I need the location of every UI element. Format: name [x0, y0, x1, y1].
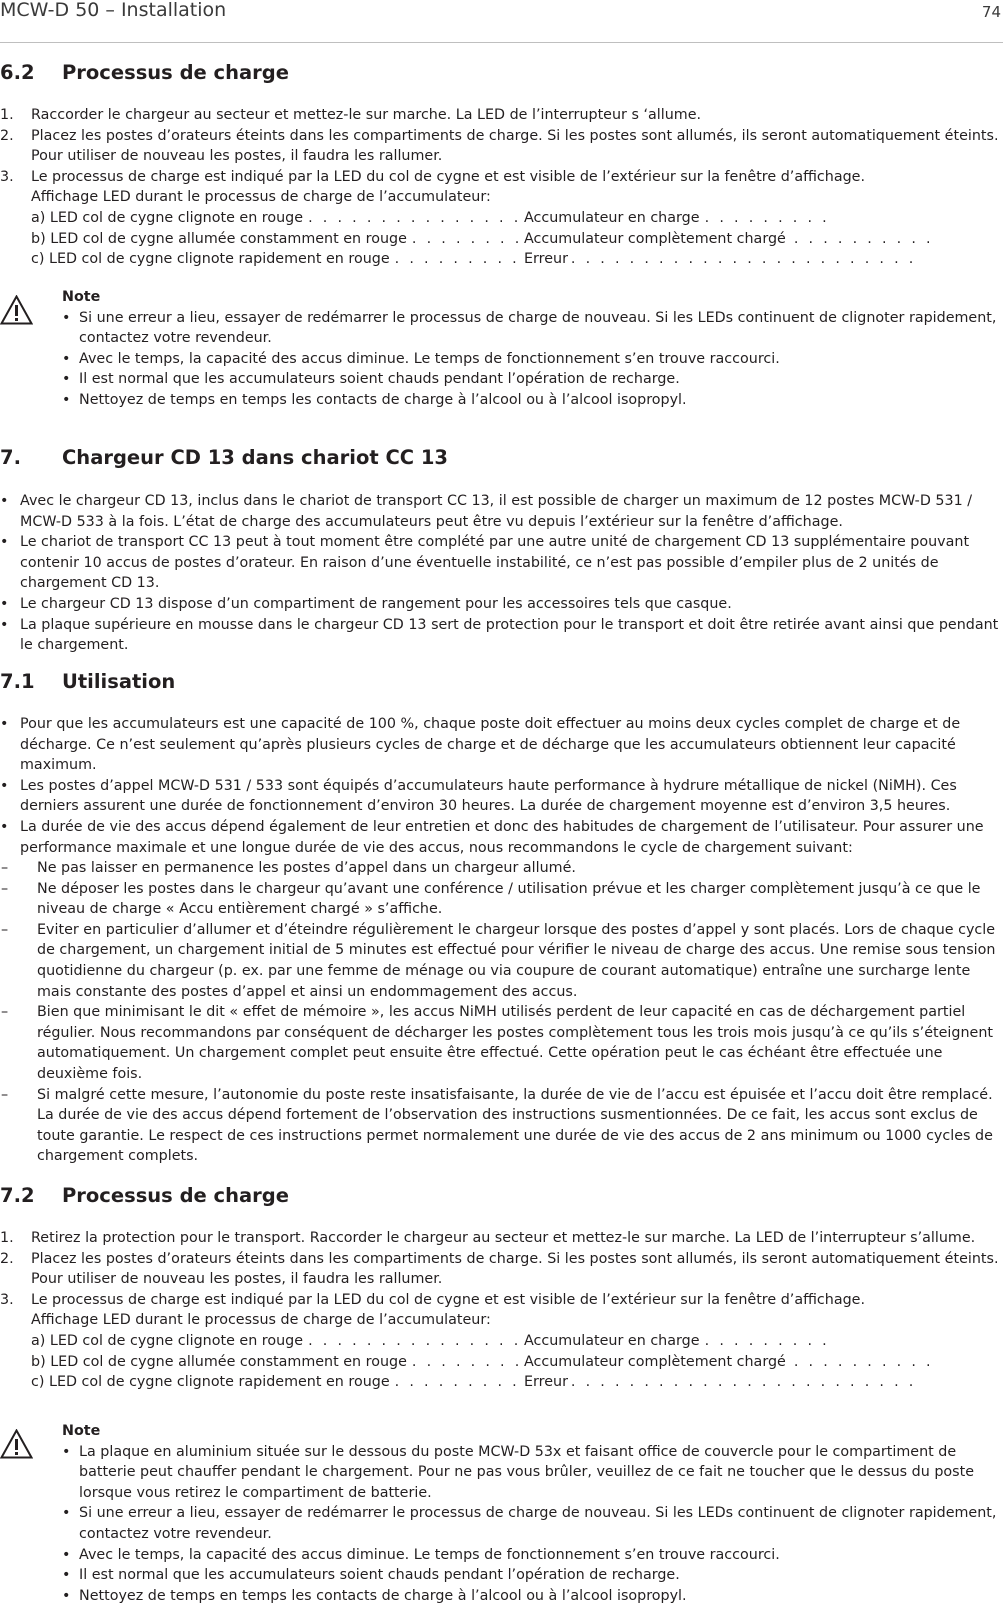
list-item: • Avec le temps, la capacité des accus diminue. Le temps de fonctionnement s’en trouve raccourci.: [62, 350, 780, 367]
led-row: c) LED col de cygne clignote rapidement en rouge . . . Erreur: [31, 249, 1001, 270]
list-item: 2. Placez les postes d’orateurs éteints dans les compartiments de charge. Si les postes sont allumés, ils seront automatiquement éteints. Pour utiliser de nouveau les postes, il faudra les rallumer.: [0, 127, 999, 165]
note-label: Note: [62, 1423, 101, 1439]
list-item: • Nettoyez de temps en temps les contacts de charge à l’alcool ou à l’alcool isopropyl.: [62, 1587, 687, 1604]
list-item: • Le chariot de transport CC 13 peut à tout moment être complété par une autre unité de chargement CD 13 supplémentaire pouvant contenir 10 accus de postes d’orateur. En raison d’une éventuelle instabilité, ce n’est pas possible d’empiler plus de 2 unités de chargement CD 13.: [0, 534, 970, 592]
list-item: • La durée de vie des accus dépend également de leur entretien et donc des habitudes de chargement de l’utilisateur. Pour assurer une performance maximale et une longue durée de vie des accus, nous recommandons le cycle de chargement suivant:: [0, 818, 984, 856]
led-legend: [31, 1331, 1001, 1393]
list-item: • Pour que les accumulateurs est une capacité de 100 %, chaque poste doit effectuer au moins deux cycles complet de charge et de décharge. Ce n’est seulement qu’après plusieurs cycles de charge et de décharge que les accumulateurs obtiennent leur capacité maximum.: [0, 716, 961, 774]
section-heading-7: 7. Chargeur CD 13 dans chariot CC 13: [0, 446, 449, 469]
list-item: • Nettoyez de temps en temps les contacts de charge à l’alcool ou à l’alcool isopropyl.: [62, 391, 687, 408]
note-list: [62, 1442, 1001, 1606]
warning-icon: [0, 295, 33, 325]
led-row: c) LED col de cygne clignote rapidement en rouge . . . Erreur: [31, 1372, 1001, 1393]
led-legend: [31, 208, 1001, 270]
list-item: • La plaque supérieure en mousse dans le chargeur CD 13 sert de protection pour le transport et doit être retirée avant ainsi que pendant le chargement.: [0, 616, 999, 654]
list-item: 3. Le processus de charge est indiqué par la LED du col de cygne et est visible de l’extérieur sur la fenêtre d’affichage. Affichage LED durant le processus de charge de l’accumulateur: a) LED col de cygne clignote en rouge . . . Accumulateur en charge b) LED col de cygne allumée constamment en rouge . . . Accumulateur complètement chargé c) LED col de cygne clignote rapidement en rouge . . . Erreur: [0, 167, 1001, 270]
section-heading-6-2: 6.2 Processus de charge: [0, 61, 289, 84]
list-item: • Le chargeur CD 13 dispose d’un compartiment de rangement pour les accessoires tels que casque.: [0, 595, 732, 612]
note-label: Note: [62, 289, 101, 305]
steps-list-6-2: [0, 105, 1001, 270]
list-item: 2. Placez les postes d’orateurs éteints dans les compartiments de charge. Si les postes sont allumés, ils seront automatiquement éteints. Pour utiliser de nouveau les postes, il faudra les rallumer.: [0, 1250, 999, 1288]
list-item: • Si une erreur a lieu, essayer de redémarrer le processus de charge de nouveau. Si les LEDs continuent de clignoter rapidement, contactez votre revendeur.: [62, 1505, 997, 1542]
note-list: [62, 308, 1001, 411]
bullets-7-1: [0, 714, 1001, 858]
page-header: [0, 0, 1003, 43]
section-heading-7-1: 7.1 Utilisation: [0, 670, 176, 693]
dash-list-7-1: [0, 858, 1001, 1167]
header-title: MCW-D 50 – Installation: [0, 0, 227, 21]
warning-icon: [0, 1429, 33, 1459]
list-item: 1. Retirez la protection pour le transport. Raccorder le chargeur au secteur et mettez-le sur marche. La LED de l’interrupteur s’allume.: [0, 1230, 976, 1246]
list-item: • Il est normal que les accumulateurs soient chauds pendant l’opération de recharge.: [62, 371, 680, 388]
led-row: b) LED col de cygne allumée constamment en rouge . . . Accumulateur complètement chargé: [31, 229, 1001, 250]
section-heading-7-2: 7.2 Processus de charge: [0, 1184, 289, 1207]
list-item: 1. Raccorder le chargeur au secteur et mettez-le sur marche. La LED de l’interrupteur s ‘allume.: [0, 107, 702, 123]
list-item: • Avec le temps, la capacité des accus diminue. Le temps de fonctionnement s’en trouve raccourci.: [62, 1546, 780, 1563]
led-row: b) LED col de cygne allumée constamment en rouge . . . Accumulateur complètement chargé: [31, 1352, 1001, 1373]
list-item: – Eviter en particulier d’allumer et d’éteindre régulièrement le chargeur lorsque des postes d’appel y sont placés. Lors de chaque cycle de chargement, un chargement initial de 5 minutes est effectué pour vérifier le niveau de charge des accus. Une remise sous tension quotidienne du chargeur (p. ex. par une femme de ménage ou via coupure de courant automatique) entraîne une surcharge lente mais constante des postes d’appel et ainsi un endommagement des accus.: [1, 921, 996, 1000]
list-item: • Si une erreur a lieu, essayer de redémarrer le processus de charge de nouveau. Si les LEDs continuent de clignoter rapidement, contactez votre revendeur.: [62, 309, 997, 347]
bullets-7: [0, 491, 1001, 656]
led-row: a) LED col de cygne clignote en rouge . . . Accumulateur en charge: [31, 208, 1001, 229]
steps-list-7-2: [0, 1228, 1001, 1393]
led-row: a) LED col de cygne clignote en rouge . . . Accumulateur en charge: [31, 1331, 1001, 1352]
list-item: – Si malgré cette mesure, l’autonomie du poste reste insatisfaisante, la durée de vie de l’accu est épuisée et l’accu doit être remplacé. La durée de vie des accus dépend fortement de l’observation des instructions susmentionnées. De ce fait, les accus sont exclus de toute garantie. Le respect de ces instructions permet normalement une durée de vie des accus de 2 ans minimum ou 1000 cycles de chargement complets.: [1, 1086, 993, 1165]
list-item: – Ne déposer les postes dans le chargeur qu’avant une conférence / utilisation prévue et les charger complètement jusqu’à ce que le niveau de charge « Accu entièrement chargé » s’affiche.: [1, 880, 981, 918]
list-item: • Il est normal que les accumulateurs soient chauds pendant l’opération de recharge.: [62, 1567, 680, 1584]
list-item: • Avec le chargeur CD 13, inclus dans le chariot de transport CC 13, il est possible de charger un maximum de 12 postes MCW-D 531 / MCW-D 533 à la fois. L’état de charge des accumulateurs peut être vu depuis l’extérieur sur la fenêtre d’affichage.: [0, 493, 973, 530]
list-item: • La plaque en aluminium située sur le dessous du poste MCW-D 53x et faisant office de couvercle pour le compartiment de batterie peut chauffer pendant le chargement. Pour ne pas vous brûler, veuillez de ce fait ne toucher que le dessus du poste lorsque vous retirez le compartiment de batterie.: [62, 1443, 974, 1501]
list-item: – Bien que minimisant le dit « effet de mémoire », les accus NiMH utilisés perdent de leur capacité en cas de déchargement partiel régulier. Nous recommandons par conséquent de décharger les postes complètement tous les trois mois jusqu’à ce qu’ils s’éteignent automatiquement. Un chargement complet peut ensuite être effectué. Cette opération peut le cas échéant être effectuée une deuxième fois.: [1, 1004, 993, 1082]
list-item: – Ne pas laisser en permanence les postes d’appel dans un chargeur allumé.: [1, 860, 576, 876]
page-number: 74: [981, 3, 1001, 21]
list-item: 3. Le processus de charge est indiqué par la LED du col de cygne et est visible de l’extérieur sur la fenêtre d’affichage. Affichage LED durant le processus de charge de l’accumulateur: a) LED col de cygne clignote en rouge . . . Accumulateur en charge b) LED col de cygne allumée constamment en rouge . . . Accumulateur complètement chargé c) LED col de cygne clignote rapidement en rouge . . . Erreur: [0, 1290, 1001, 1393]
list-item: • Les postes d’appel MCW-D 531 / 533 sont équipés d’accumulateurs haute performance à hydrure métallique de nickel (NiMH). Ces derniers assurent une durée de fonctionnement d’environ 30 heures. La durée de chargement moyenne est d’environ 3,5 heures.: [0, 777, 957, 815]
